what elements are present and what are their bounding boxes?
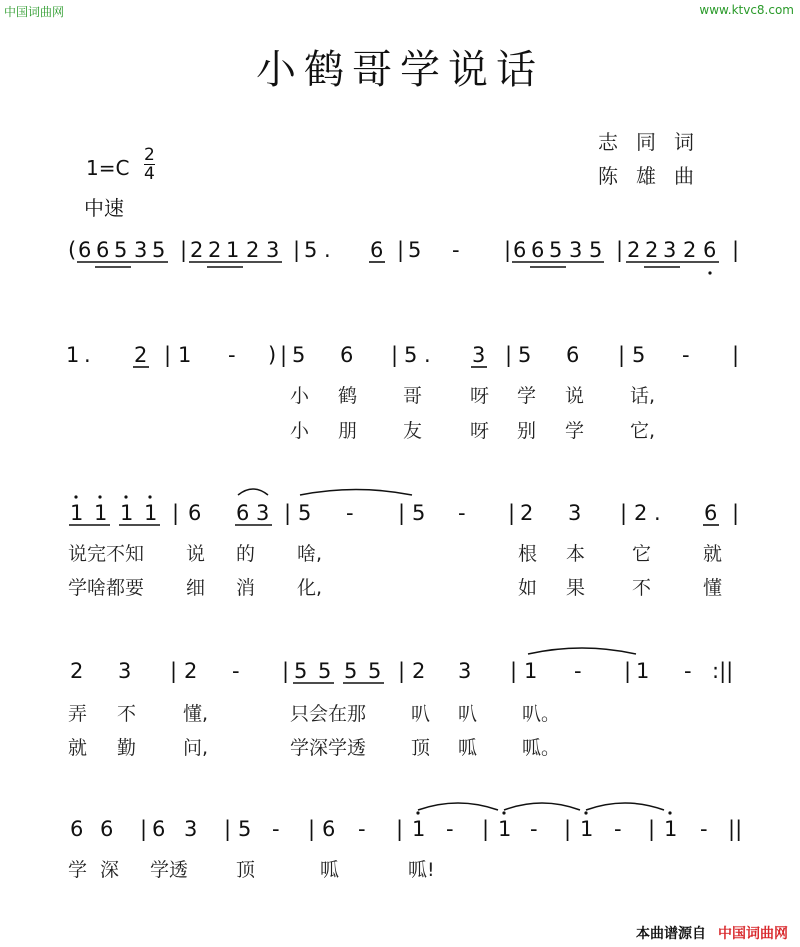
dash: - — [452, 238, 460, 262]
lyric: 顶 — [411, 737, 431, 759]
dot: . — [84, 343, 91, 367]
lyric: 只会在那 — [290, 703, 367, 725]
note: 1 — [178, 343, 192, 367]
dash: - — [614, 817, 622, 841]
note: 5 — [304, 238, 318, 262]
note: 6 — [78, 238, 92, 262]
note: 5 — [632, 343, 646, 367]
lyric: 呱! — [408, 859, 435, 881]
note: 1 — [498, 817, 512, 841]
footer-source-text: 本曲谱源自 — [636, 926, 706, 942]
barline: | — [482, 817, 490, 841]
note: 1 — [412, 817, 426, 841]
lyric: 友 — [403, 420, 423, 442]
barline: | — [293, 238, 301, 262]
note: 2 — [246, 238, 260, 262]
lyric: 懂 — [703, 577, 723, 599]
lyric: 如 — [518, 577, 538, 599]
barline: | — [396, 817, 404, 841]
lyric: 呀 — [470, 385, 490, 407]
score-row-4 — [68, 648, 733, 759]
lyric: 叭 — [458, 703, 478, 725]
note: 1 — [70, 501, 84, 525]
note: 5 — [549, 238, 563, 262]
note: 6 — [96, 238, 110, 262]
barline: | — [140, 817, 148, 841]
lyric: 朋 — [338, 420, 358, 442]
lyric: 呱。 — [522, 737, 561, 759]
lyric: 学 — [517, 385, 537, 407]
barline: | — [564, 817, 572, 841]
lyric: 鹤 — [338, 385, 358, 407]
barline: | — [164, 343, 172, 367]
note: 5 — [292, 343, 306, 367]
barline: | — [508, 501, 516, 525]
note: 6 — [704, 501, 718, 525]
note: 6 — [566, 343, 580, 367]
note: 2 — [683, 238, 697, 262]
note: 2 — [634, 501, 648, 525]
note: 6 — [340, 343, 354, 367]
footer-site-link[interactable]: 中国词曲网 — [718, 926, 788, 942]
note: 2 — [645, 238, 659, 262]
barline: | — [504, 238, 512, 262]
note: 1 — [524, 659, 538, 683]
paren: ) — [268, 343, 277, 367]
tempo-marking: 中速 — [84, 196, 124, 220]
note: 5 — [344, 659, 358, 683]
lyric: 小 — [290, 385, 310, 407]
barline: | — [282, 659, 290, 683]
lyric: 化, — [297, 577, 323, 599]
lyric: 哥 — [403, 385, 423, 407]
note: 2 — [184, 659, 198, 683]
watermark-right: www.ktvc8.com — [699, 3, 794, 17]
note: 3 — [472, 343, 486, 367]
note: 5 — [298, 501, 312, 525]
note: 1 — [580, 817, 594, 841]
song-title: 小鹤哥学说话 — [256, 47, 544, 93]
barline: | — [648, 817, 656, 841]
lyric: 呱 — [320, 859, 340, 881]
lyric: 说完不知 — [68, 543, 145, 565]
dash: - — [530, 817, 538, 841]
lyric: 说 — [565, 385, 585, 407]
lyric: 懂, — [183, 703, 209, 725]
note: 3 — [569, 238, 583, 262]
barline: | — [170, 659, 178, 683]
barline: | — [398, 659, 406, 683]
lyric: 叭。 — [522, 703, 561, 725]
note: 6 — [531, 238, 545, 262]
lyric: 的 — [236, 543, 256, 565]
note: 3 — [256, 501, 270, 525]
note: 1 — [144, 501, 158, 525]
dash: - — [700, 817, 708, 841]
lyric: 消 — [236, 577, 256, 599]
note: 5 — [589, 238, 603, 262]
barline: | — [732, 238, 740, 262]
lyric: 啥, — [297, 543, 323, 565]
barline: | — [732, 501, 740, 525]
note: 5 — [318, 659, 332, 683]
note: 1 — [94, 501, 108, 525]
note: 6 — [513, 238, 527, 262]
note: 6 — [100, 817, 114, 841]
note: 5 — [518, 343, 532, 367]
lyric: 学 — [68, 859, 88, 881]
barline: | — [280, 343, 288, 367]
lyric: 呀 — [470, 420, 490, 442]
dot: . — [654, 501, 661, 525]
lyric: 就 — [703, 543, 723, 565]
barline: | — [180, 238, 188, 262]
note: 5 — [238, 817, 252, 841]
note: 2 — [520, 501, 534, 525]
note: 5 — [412, 501, 426, 525]
note: 3 — [118, 659, 132, 683]
composer-credit: 陈雄曲 — [598, 164, 712, 188]
dash: - — [228, 343, 236, 367]
note: ( — [68, 238, 77, 262]
time-sig-top: 2 — [144, 145, 155, 165]
note: 6 — [236, 501, 250, 525]
barline: | — [510, 659, 518, 683]
barline: | — [732, 343, 740, 367]
note: 3 — [266, 238, 280, 262]
note: 1 — [664, 817, 678, 841]
barline: | — [505, 343, 513, 367]
note: 2 — [190, 238, 204, 262]
dash: - — [458, 501, 466, 525]
note: 3 — [134, 238, 148, 262]
lyric: 学透 — [150, 859, 189, 881]
lyric: 顶 — [236, 859, 256, 881]
barline: | — [616, 238, 624, 262]
time-sig-bottom: 4 — [144, 164, 155, 184]
lyric: 话, — [630, 385, 656, 407]
watermark-left: 中国词曲网 — [4, 5, 65, 19]
lyric: 学啥都要 — [68, 577, 145, 599]
note: 1 — [636, 659, 650, 683]
barline: | — [397, 238, 405, 262]
lyric: 别 — [517, 420, 537, 442]
note: 3 — [568, 501, 582, 525]
score-row-5 — [68, 803, 742, 881]
lyric: 学深学透 — [290, 737, 367, 759]
barline: | — [398, 501, 406, 525]
note: 2 — [208, 238, 222, 262]
lyric: 不 — [632, 577, 652, 599]
note: 6 — [152, 817, 166, 841]
dash: - — [272, 817, 280, 841]
lyric: 弄 — [68, 703, 88, 725]
score-row-1 — [68, 238, 739, 275]
lyric: 呱 — [458, 737, 478, 759]
note: 2 — [627, 238, 641, 262]
barline: | — [624, 659, 632, 683]
lyric: 细 — [186, 577, 206, 599]
note: 5 — [152, 238, 166, 262]
barline: | — [224, 817, 232, 841]
lyric: 它 — [632, 543, 652, 565]
barline: | — [618, 343, 626, 367]
dot: . — [424, 343, 431, 367]
dash: - — [446, 817, 454, 841]
key-signature: 1=C — [86, 156, 130, 180]
lyric: 就 — [68, 737, 88, 759]
lyric: 深 — [100, 859, 120, 881]
barline: | — [620, 501, 628, 525]
note: 2 — [412, 659, 426, 683]
dash: - — [682, 343, 690, 367]
note: 6 — [188, 501, 202, 525]
dash: - — [358, 817, 366, 841]
note: 5 — [408, 238, 422, 262]
note: 5 — [404, 343, 418, 367]
score-row-2 — [66, 343, 739, 442]
note: 1 — [66, 343, 80, 367]
barline: | — [172, 501, 180, 525]
note: 6 — [370, 238, 384, 262]
note: 2 — [70, 659, 84, 683]
note: 1 — [120, 501, 134, 525]
lyricist-credit: 志同词 — [598, 130, 712, 154]
lyric: 勤 — [117, 737, 137, 759]
lyric: 说 — [186, 543, 206, 565]
repeat-end: :|| — [712, 659, 734, 683]
lyric: 叭 — [411, 703, 431, 725]
note: 3 — [458, 659, 472, 683]
dash: - — [232, 659, 240, 683]
note: 6 — [703, 238, 717, 262]
barline: | — [391, 343, 399, 367]
dot: . — [324, 238, 331, 262]
lyric: 它, — [630, 420, 656, 442]
dash: - — [346, 501, 354, 525]
final-barline: || — [728, 817, 743, 841]
lyric: 学 — [565, 420, 585, 442]
note: 5 — [368, 659, 382, 683]
note: 1 — [226, 238, 240, 262]
barline: | — [308, 817, 316, 841]
lyric: 根 — [518, 543, 538, 565]
note: 2 — [134, 343, 148, 367]
note: 5 — [114, 238, 128, 262]
lyric: 小 — [290, 420, 310, 442]
score-row-3 — [68, 489, 739, 599]
note: 3 — [184, 817, 198, 841]
note: 6 — [322, 817, 336, 841]
lyric: 不 — [117, 703, 137, 725]
note: 6 — [70, 817, 84, 841]
lyric: 问, — [183, 737, 209, 759]
note: 5 — [294, 659, 308, 683]
note: 3 — [663, 238, 677, 262]
dash: - — [574, 659, 582, 683]
barline: | — [284, 501, 292, 525]
dash: - — [684, 659, 692, 683]
lyric: 本 — [566, 543, 586, 565]
lyric: 果 — [566, 577, 586, 599]
